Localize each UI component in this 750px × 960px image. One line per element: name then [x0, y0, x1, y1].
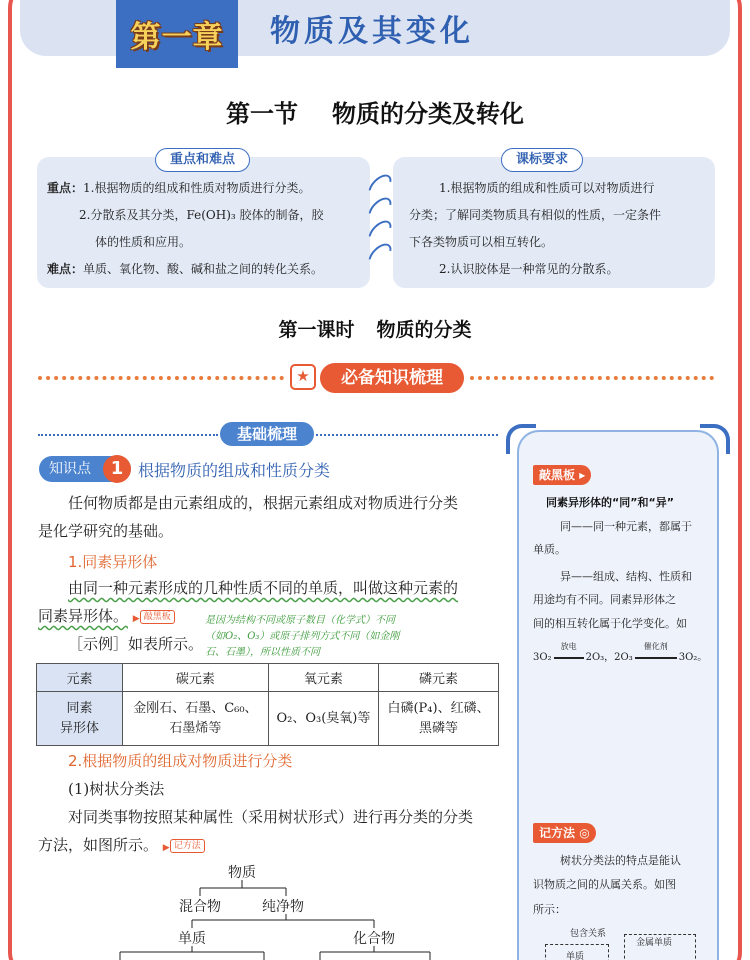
handwritten-note: 是因为结构不同或原子数目（化学式）不同 （如O₂、O₃）或原子排列方式不同（如金刚 石、石墨），所以性质不同: [205, 615, 400, 658]
section-name: 物质的分类及转化: [332, 99, 524, 128]
sidebar-line-2: 单质。: [533, 543, 566, 556]
star-icon: ★: [290, 364, 316, 390]
section-banner: 必备知识梳理: [320, 363, 464, 393]
key-point-line-1: 重点：1.根据物质的组成和性质对物质进行分类。: [47, 181, 311, 195]
classify-line-2: 方法，如图所示。 ▶ 记方法: [38, 831, 205, 862]
classify-heading: 2.根据物质的组成对物质进行分类: [68, 752, 293, 770]
sidebar-method-1: 树状分类法的特点是能认: [560, 854, 681, 867]
table-cell-oxygen: O₂、O₃(臭氧)等: [268, 692, 378, 746]
allotrope-line-1: 由同一种元素形成的几种性质不同的单质，叫做这种元素的: [68, 579, 459, 597]
tree-node-mixture: 混合物: [179, 899, 221, 915]
sidebar-line-1: 同——同一种元素，都属于: [560, 520, 692, 533]
standard-line-3: 下各类物质可以相互转化。: [409, 235, 554, 249]
standard-line-4: 2.认识胶体是一种常见的分散系。: [439, 262, 619, 276]
intro-line-1: 任何物质都是由元素组成的，根据元素组成对物质进行分类: [68, 494, 459, 512]
lesson-number: 第一课时: [278, 319, 355, 341]
lesson-name: 物质的分类: [376, 319, 472, 341]
knowledge-point-label: 知识点: [39, 456, 131, 482]
example-line: ［示例］如表所示。: [68, 635, 204, 653]
sidebar-line-4: 用途均有不同。同素异形体之: [533, 593, 676, 606]
table-head-label: 元素: [37, 664, 123, 692]
key-point-line-3: 体的性质和应用。: [95, 235, 192, 249]
sidebar-hook-left: [506, 424, 536, 454]
sidebar-tag-tip: 敲黑板 ▸: [533, 465, 591, 485]
sidebar-diagram-contains: 包含关系: [570, 929, 607, 939]
sidebar-diagram-metal: 金属单质: [636, 938, 673, 948]
sidebar-heading: 同素异形体的“同”和“异”: [546, 496, 674, 509]
classify-sub: (1)树状分类法: [68, 780, 165, 798]
sidebar-hook-right: [700, 424, 730, 454]
sidebar-tag-method: 记方法 ◎: [533, 823, 596, 843]
sidebar-method-2: 识物质之间的从属关系。如图: [533, 878, 676, 891]
sidebar-method-3: 所示：: [533, 903, 566, 916]
table-cell-carbon: 金刚石、石墨、C₆₀、 石墨烯等: [123, 692, 269, 746]
tree-node-element: 单质: [178, 931, 206, 947]
standards-title: 课标要求: [501, 148, 583, 172]
intro-line-2: 是化学研究的基础。: [38, 522, 174, 540]
key-point-line-2: 2.分散系及其分类，Fe(OH)₃ 胶体的制备，胶: [79, 208, 324, 222]
standard-line-1: 1.根据物质的组成和性质可以对物质进行: [439, 181, 655, 195]
allotrope-line-2: 同素异形体。 ▶ 敲黑板: [38, 602, 175, 633]
tip-tag: 敲黑板: [140, 610, 175, 624]
tree-node-pure: 纯净物: [262, 899, 304, 915]
key-points-title: 重点和难点: [155, 148, 250, 172]
table-col-oxygen: 氧元素: [268, 664, 378, 692]
table-col-phosphorus: 磷元素: [379, 664, 499, 692]
table-col-carbon: 碳元素: [123, 664, 269, 692]
table-row-label: 同素 异形体: [37, 692, 123, 746]
chapter-label: 第一章: [130, 20, 224, 55]
key-point-line-4: 难点：单质、氧化物、酸、碱和盐之间的转化关系。: [47, 262, 324, 276]
section-number: 第一节: [226, 99, 298, 128]
method-tag: 记方法: [170, 839, 205, 853]
tree-node-compound: 化合物: [353, 931, 395, 947]
table-cell-phosphorus: 白磷(P₄)、红磷、 黑磷等: [379, 692, 499, 746]
classify-line-1: 对同类事物按照某种属性（采用树状形式）进行再分类的分类: [68, 808, 474, 826]
allotrope-heading: 1.同素异形体: [68, 553, 158, 571]
sidebar-diagram-element: 单质: [566, 952, 585, 960]
chapter-title: 物质及其变化: [270, 14, 474, 49]
tree-node-root: 物质: [228, 865, 256, 881]
sidebar-equation: 3O₂ 放电 2O₃，2O₃ 催化剂 3O₂。: [533, 642, 708, 663]
knowledge-point-number: 1: [103, 455, 131, 483]
sidebar-line-5: 间的相互转化属于化学变化。如: [533, 617, 687, 630]
standard-line-2: 分类；了解同类物质具有相似的性质，一定条件: [409, 208, 662, 222]
sidebar-line-3: 异——组成、结构、性质和: [560, 570, 692, 583]
sub-banner: 基础梳理: [220, 422, 314, 446]
knowledge-point-title: 根据物质的组成和性质分类: [138, 461, 331, 480]
